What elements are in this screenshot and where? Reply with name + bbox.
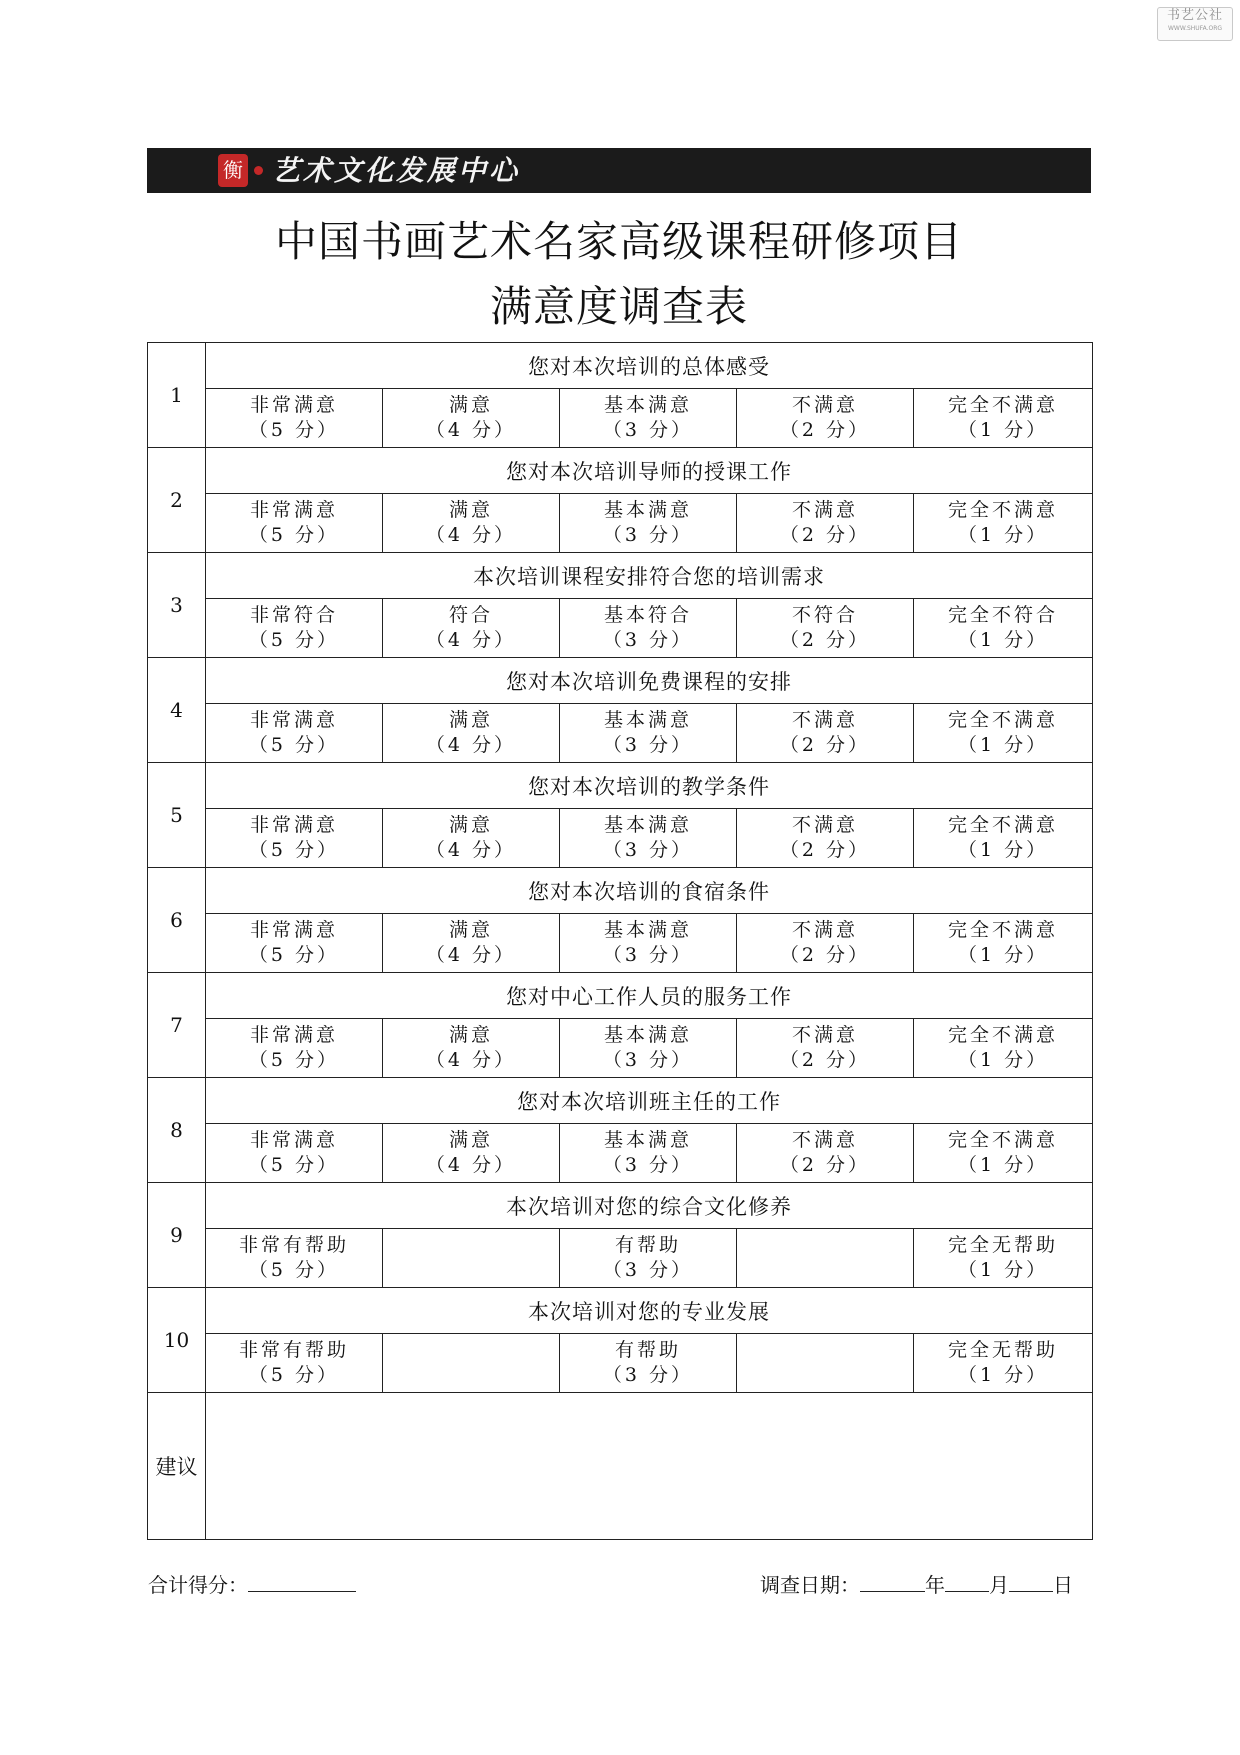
question-row <box>148 343 1093 389</box>
rating-option[interactable] <box>383 599 560 658</box>
question-text: 您对本次培训免费课程的安排 <box>206 658 1093 704</box>
options-row <box>148 914 1093 973</box>
rating-option[interactable] <box>383 809 560 868</box>
option-score: （1 分） <box>957 1154 1049 1176</box>
rating-option[interactable] <box>737 494 914 553</box>
rating-option[interactable] <box>383 704 560 763</box>
option-score: （1 分） <box>957 1364 1049 1386</box>
option-score: （1 分） <box>957 734 1049 756</box>
option-score: （4 分） <box>425 839 517 861</box>
option-score: （5 分） <box>248 524 340 546</box>
rating-option[interactable] <box>560 809 737 868</box>
question-number: 10 <box>148 1288 206 1393</box>
rating-option[interactable] <box>914 1334 1093 1393</box>
option-score: （3 分） <box>602 734 694 756</box>
rating-option-empty <box>737 1334 914 1393</box>
survey-table <box>147 342 1093 1540</box>
rating-option-empty <box>383 1334 560 1393</box>
option-label: 不满意 <box>791 394 858 416</box>
watermark-stamp <box>1157 7 1233 41</box>
rating-option[interactable] <box>560 914 737 973</box>
question-text: 您对本次培训的食宿条件 <box>206 868 1093 914</box>
question-text: 您对本次培训的教学条件 <box>206 763 1093 809</box>
rating-option[interactable] <box>737 914 914 973</box>
option-score: （4 分） <box>425 734 517 756</box>
option-label: 不符合 <box>791 604 858 626</box>
rating-option[interactable] <box>206 1334 383 1393</box>
question-text: 您对本次培训班主任的工作 <box>206 1078 1093 1124</box>
document-subtitle: 满意度调查表 <box>489 282 748 331</box>
option-label: 满意 <box>448 499 493 521</box>
rating-option[interactable] <box>560 704 737 763</box>
date-month-unit: 月 <box>989 1573 1009 1597</box>
option-score: （3 分） <box>602 524 694 546</box>
option-score: （5 分） <box>248 1049 340 1071</box>
question-number: 1 <box>148 343 206 448</box>
rating-option[interactable] <box>206 914 383 973</box>
option-score: （4 分） <box>425 629 517 651</box>
question-text: 您对本次培训导师的授课工作 <box>206 448 1093 494</box>
option-score: （3 分） <box>602 1049 694 1071</box>
options-row <box>148 1334 1093 1393</box>
option-label: 非常满意 <box>249 1129 338 1151</box>
option-label: 满意 <box>448 394 493 416</box>
option-score: （1 分） <box>957 839 1049 861</box>
option-score: （5 分） <box>248 1154 340 1176</box>
option-score: （3 分） <box>602 839 694 861</box>
rating-option[interactable] <box>383 914 560 973</box>
rating-option[interactable] <box>560 1019 737 1078</box>
option-label: 完全不满意 <box>948 1024 1059 1046</box>
option-label: 完全不满意 <box>948 814 1059 836</box>
option-score: （1 分） <box>957 629 1049 651</box>
total-score-field[interactable] <box>248 1571 356 1592</box>
rating-option[interactable] <box>383 1019 560 1078</box>
option-label: 非常满意 <box>249 709 338 731</box>
option-label: 完全不满意 <box>948 709 1059 731</box>
option-label: 有帮助 <box>614 1339 681 1361</box>
option-label: 完全不满意 <box>948 919 1059 941</box>
option-label: 基本满意 <box>603 394 692 416</box>
option-label: 基本满意 <box>603 709 692 731</box>
rating-option[interactable] <box>383 494 560 553</box>
rating-option[interactable] <box>914 914 1093 973</box>
option-label: 满意 <box>448 1024 493 1046</box>
rating-option[interactable] <box>206 389 383 448</box>
rating-option[interactable] <box>560 1124 737 1183</box>
option-label: 非常满意 <box>249 919 338 941</box>
option-score: （3 分） <box>602 419 694 441</box>
options-row <box>148 704 1093 763</box>
rating-option[interactable] <box>206 1229 383 1288</box>
rating-option-empty <box>737 1229 914 1288</box>
rating-option[interactable] <box>914 1019 1093 1078</box>
header-banner <box>147 148 1091 193</box>
date-day-field[interactable] <box>1009 1571 1053 1592</box>
option-label: 不满意 <box>791 919 858 941</box>
rating-option[interactable] <box>914 389 1093 448</box>
suggestions-label: 建议 <box>148 1393 206 1540</box>
option-score: （2 分） <box>779 1049 871 1071</box>
rating-option[interactable] <box>383 1124 560 1183</box>
question-row <box>148 1288 1093 1334</box>
option-score: （2 分） <box>779 839 871 861</box>
option-label: 不满意 <box>791 1024 858 1046</box>
question-row <box>148 1078 1093 1124</box>
question-number: 9 <box>148 1183 206 1288</box>
question-row <box>148 553 1093 599</box>
option-score: （5 分） <box>248 629 340 651</box>
option-label: 非常有帮助 <box>238 1234 349 1256</box>
option-label: 基本满意 <box>603 814 692 836</box>
rating-option[interactable] <box>206 1019 383 1078</box>
rating-option[interactable] <box>914 599 1093 658</box>
document-title: 中国书画艺术名家高级课程研修项目 <box>274 217 963 266</box>
options-row <box>148 599 1093 658</box>
question-row <box>148 763 1093 809</box>
option-score: （4 分） <box>425 1049 517 1071</box>
option-label: 不满意 <box>791 709 858 731</box>
options-row <box>148 494 1093 553</box>
question-number: 7 <box>148 973 206 1078</box>
question-number: 2 <box>148 448 206 553</box>
date-year-unit: 年 <box>925 1573 945 1597</box>
rating-option[interactable] <box>560 1229 737 1288</box>
option-label: 基本满意 <box>603 1024 692 1046</box>
question-number: 3 <box>148 553 206 658</box>
watermark-url: WWW.SHUFA.ORG <box>1167 25 1223 32</box>
option-label: 满意 <box>448 814 493 836</box>
option-label: 不满意 <box>791 814 858 836</box>
option-score: （1 分） <box>957 419 1049 441</box>
question-row <box>148 658 1093 704</box>
option-score: （5 分） <box>248 1259 340 1281</box>
options-row <box>148 389 1093 448</box>
question-number: 4 <box>148 658 206 763</box>
rating-option[interactable] <box>206 704 383 763</box>
option-score: （5 分） <box>248 734 340 756</box>
option-label: 满意 <box>448 919 493 941</box>
watermark-title: 书艺公社 <box>1166 8 1223 23</box>
option-label: 非常有帮助 <box>238 1339 349 1361</box>
option-label: 完全不满意 <box>948 394 1059 416</box>
option-label: 有帮助 <box>614 1234 681 1256</box>
option-score: （3 分） <box>602 629 694 651</box>
option-score: （2 分） <box>779 944 871 966</box>
rating-option[interactable] <box>914 704 1093 763</box>
option-label: 非常满意 <box>249 1024 338 1046</box>
rating-option[interactable] <box>560 599 737 658</box>
date-month-field[interactable] <box>945 1571 989 1592</box>
rating-option[interactable] <box>206 599 383 658</box>
seal-dot-icon <box>254 166 263 175</box>
date-year-field[interactable] <box>860 1571 925 1592</box>
option-label: 完全无帮助 <box>948 1339 1059 1361</box>
options-row <box>148 1229 1093 1288</box>
question-number: 5 <box>148 763 206 868</box>
question-row <box>148 1183 1093 1229</box>
option-score: （2 分） <box>779 524 871 546</box>
question-number: 8 <box>148 1078 206 1183</box>
option-score: （3 分） <box>602 1154 694 1176</box>
option-label: 完全不符合 <box>948 604 1059 626</box>
total-score <box>148 1570 356 1600</box>
question-text: 本次培训课程安排符合您的培训需求 <box>206 553 1093 599</box>
option-score: （5 分） <box>248 419 340 441</box>
option-score: （4 分） <box>425 524 517 546</box>
question-text: 您对本次培训的总体感受 <box>206 343 1093 389</box>
option-score: （5 分） <box>248 1364 340 1386</box>
rating-option[interactable] <box>206 1124 383 1183</box>
rating-option-empty <box>383 1229 560 1288</box>
suggestions-field[interactable] <box>206 1393 1093 1540</box>
question-row <box>148 973 1093 1019</box>
question-text: 本次培训对您的专业发展 <box>206 1288 1093 1334</box>
seal-logo-icon: 衡 <box>218 154 248 187</box>
question-number: 6 <box>148 868 206 973</box>
rating-option[interactable] <box>206 494 383 553</box>
option-score: （2 分） <box>779 419 871 441</box>
option-label: 非常满意 <box>249 394 338 416</box>
question-text: 您对中心工作人员的服务工作 <box>206 973 1093 1019</box>
option-score: （4 分） <box>425 419 517 441</box>
option-label: 符合 <box>448 604 493 626</box>
suggestions-section <box>148 1393 1093 1540</box>
total-score-label: 合计得分： <box>148 1573 248 1597</box>
rating-option[interactable] <box>737 1019 914 1078</box>
rating-option[interactable] <box>206 809 383 868</box>
option-score: （3 分） <box>602 1364 694 1386</box>
option-score: （1 分） <box>957 524 1049 546</box>
option-score: （3 分） <box>602 1259 694 1281</box>
option-label: 非常满意 <box>249 814 338 836</box>
option-score: （1 分） <box>957 1259 1049 1281</box>
option-label: 满意 <box>448 1129 493 1151</box>
option-label: 完全不满意 <box>948 1129 1059 1151</box>
question-row <box>148 448 1093 494</box>
rating-option[interactable] <box>560 494 737 553</box>
rating-option[interactable] <box>737 389 914 448</box>
rating-option[interactable] <box>914 494 1093 553</box>
date-day-unit: 日 <box>1053 1573 1073 1597</box>
option-label: 非常满意 <box>249 499 338 521</box>
option-label: 基本满意 <box>603 499 692 521</box>
option-score: （5 分） <box>248 839 340 861</box>
options-row <box>148 1124 1093 1183</box>
rating-option[interactable] <box>737 704 914 763</box>
rating-option[interactable] <box>560 1334 737 1393</box>
organization-name: 艺术文化发展中心 <box>272 154 521 187</box>
option-label: 完全不满意 <box>948 499 1059 521</box>
question-row <box>148 868 1093 914</box>
rating-option[interactable] <box>737 1124 914 1183</box>
option-label: 基本符合 <box>603 604 692 626</box>
option-label: 完全无帮助 <box>948 1234 1059 1256</box>
option-score: （1 分） <box>957 944 1049 966</box>
option-label: 不满意 <box>791 499 858 521</box>
rating-option[interactable] <box>737 809 914 868</box>
option-label: 满意 <box>448 709 493 731</box>
rating-option[interactable] <box>914 1229 1093 1288</box>
survey-date <box>760 1570 1073 1600</box>
options-row <box>148 1019 1093 1078</box>
option-label: 非常符合 <box>249 604 338 626</box>
option-score: （2 分） <box>779 734 871 756</box>
option-score: （2 分） <box>779 629 871 651</box>
option-score: （4 分） <box>425 944 517 966</box>
rating-option[interactable] <box>914 1124 1093 1183</box>
option-label: 基本满意 <box>603 919 692 941</box>
option-score: （1 分） <box>957 1049 1049 1071</box>
option-label: 基本满意 <box>603 1129 692 1151</box>
option-label: 不满意 <box>791 1129 858 1151</box>
option-score: （3 分） <box>602 944 694 966</box>
rating-option[interactable] <box>383 389 560 448</box>
option-score: （4 分） <box>425 1154 517 1176</box>
option-score: （2 分） <box>779 1154 871 1176</box>
rating-option[interactable] <box>914 809 1093 868</box>
rating-option[interactable] <box>737 599 914 658</box>
rating-option[interactable] <box>560 389 737 448</box>
option-score: （5 分） <box>248 944 340 966</box>
survey-body <box>148 343 1093 1393</box>
question-text: 本次培训对您的综合文化修养 <box>206 1183 1093 1229</box>
survey-date-label: 调查日期： <box>760 1573 860 1597</box>
options-row <box>148 809 1093 868</box>
